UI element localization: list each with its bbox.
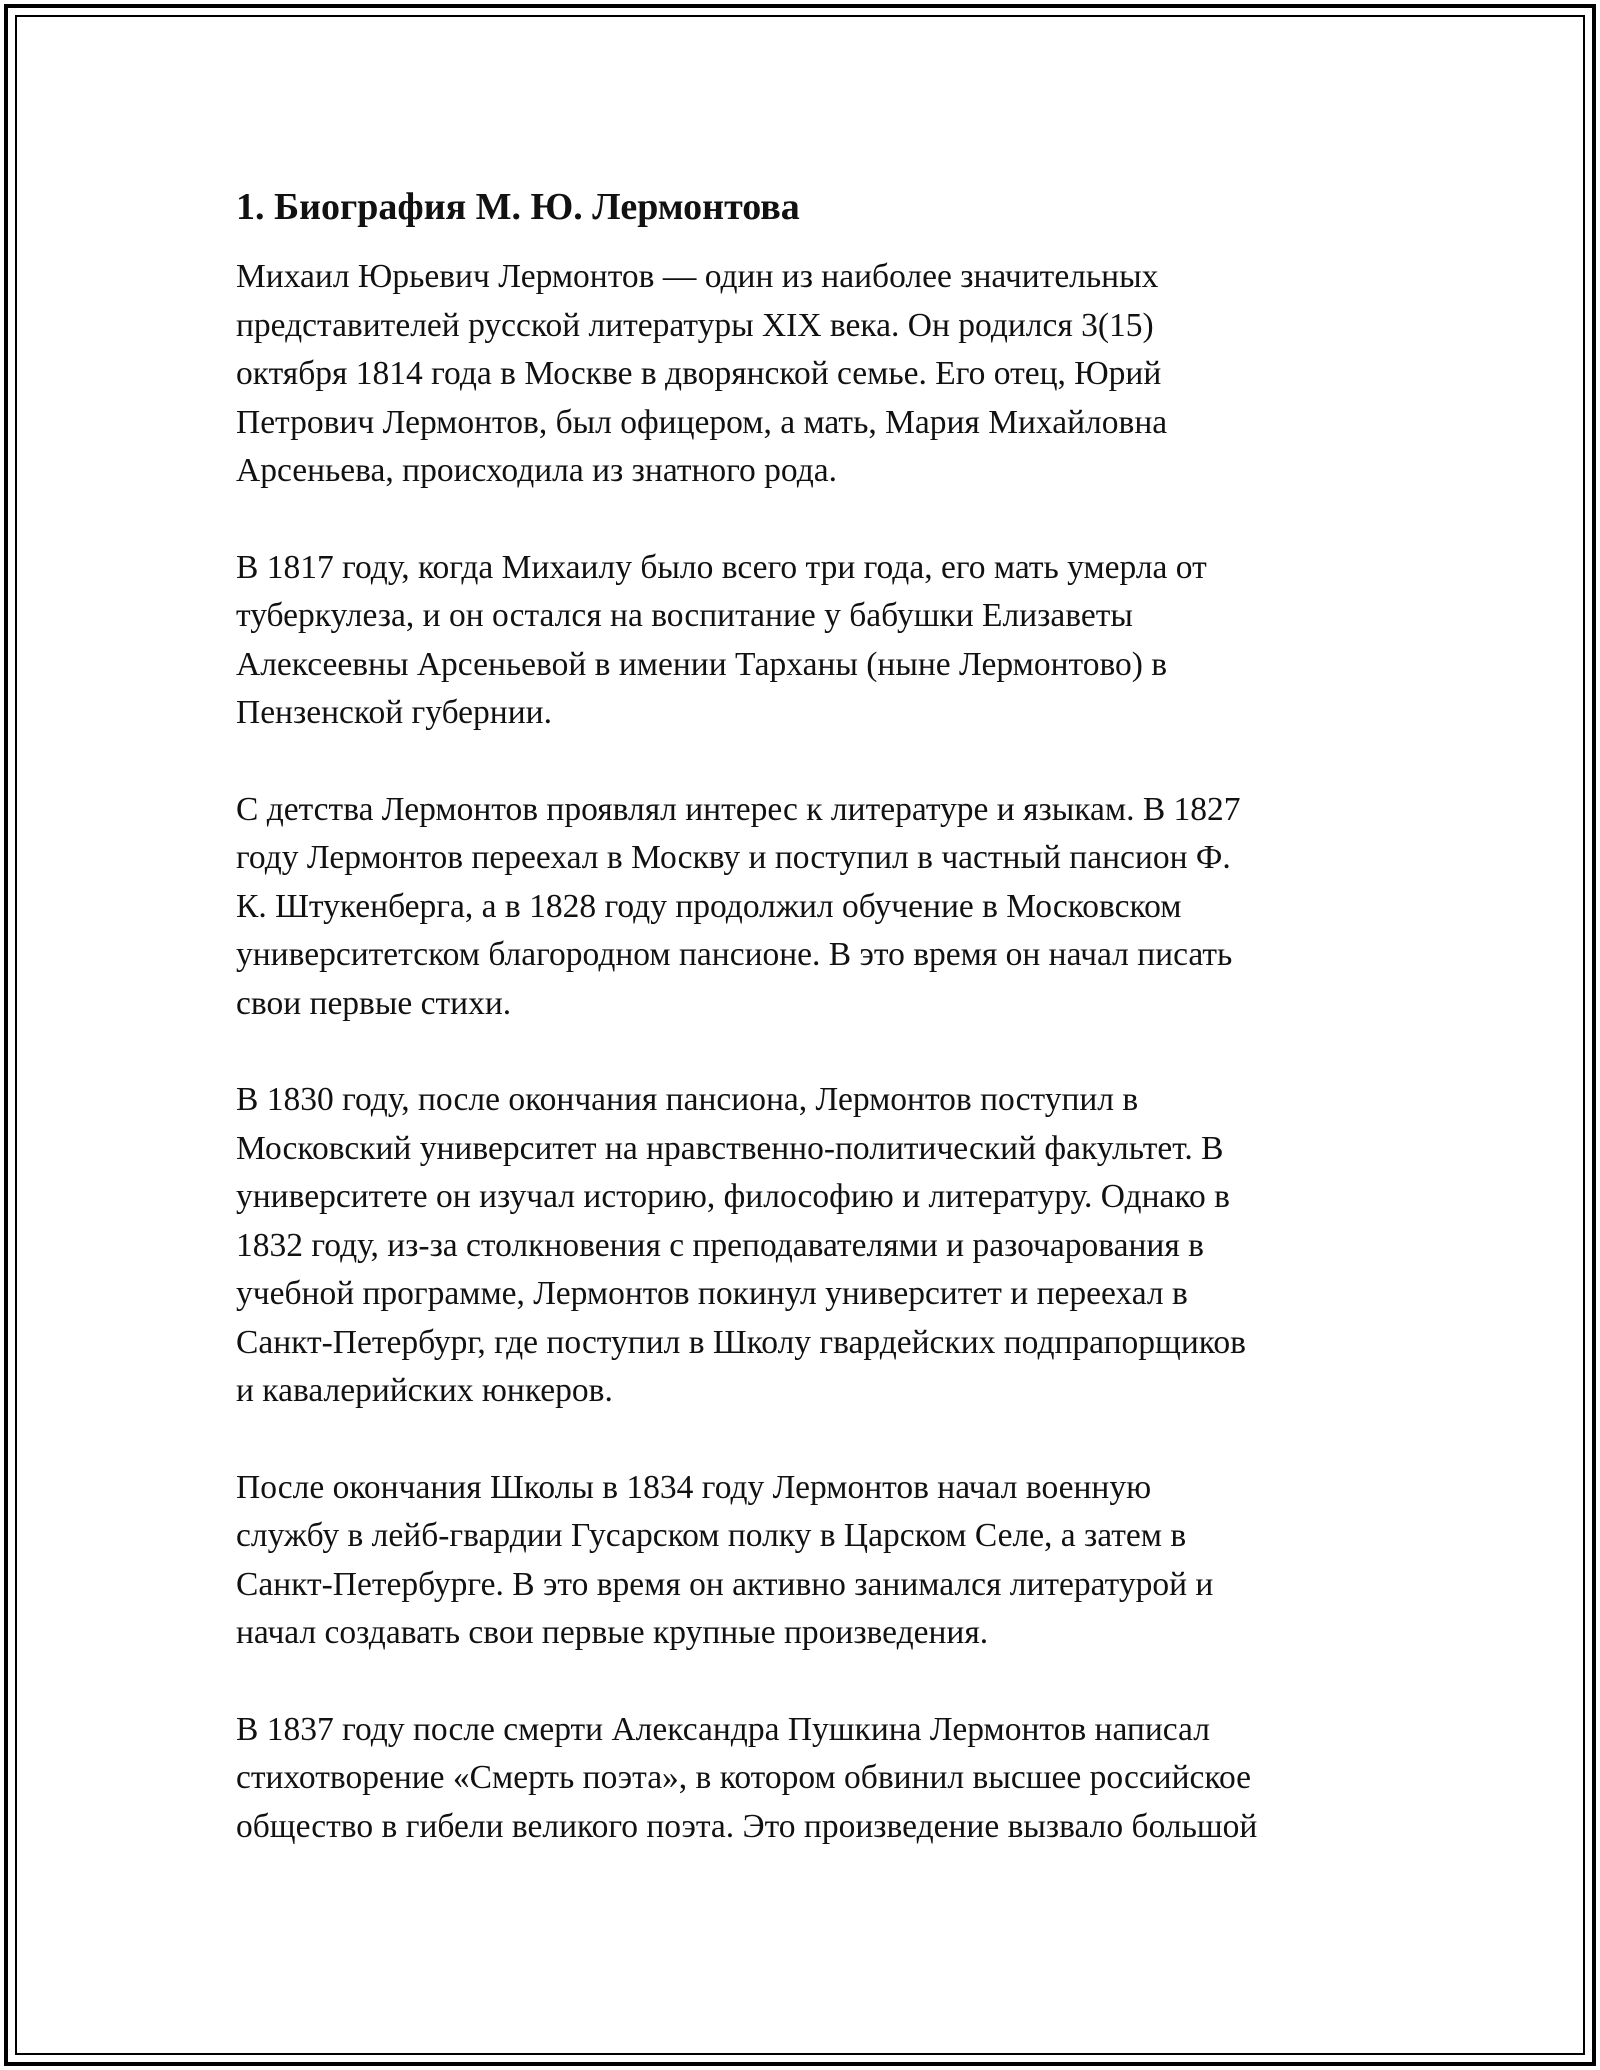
paragraph-2: В 1817 году, когда Михаилу было всего три года, его мать умерла от туберкулеза, и он остался на воспитание у бабушки Елизаветы Алексеевны Арсеньевой в имении Тарханы (ныне Лермонтово) в Пензенской губернии.: [236, 548, 1207, 731]
document-title: 1. Биография М. Ю. Лермонтова: [236, 186, 800, 228]
paragraph-4: В 1830 году, после окончания пансиона, Лермонтов поступил в Московский университет на нравственно-политический факультет. В университете он изучал историю, философию и литературу. Однако в 1832 году, из-за столкновения с преподавателями и разочарования в учебной программе, Лермонтов покинул университет и переехал в Санкт-Петербург, где поступил в Школу гвардейских подпрапорщиков и кавалерийских юнкеров.: [236, 1081, 1246, 1409]
paragraph-5: После окончания Школы в 1834 году Лермонтов начал военную службу в лейб-гвардии Гусарском полку в Царском Селе, а затем в Санкт-Петербурге. В это время он активно занимался литературой и начал создавать свои первые крупные произведения.: [236, 1468, 1214, 1651]
paragraph-3: С детства Лермонтов проявлял интерес к литературе и языкам. В 1827 году Лермонтов переехал в Москву и поступил в частный пансион Ф. К. Штукенберга, а в 1828 году продолжил обучение в Московском университетском благородном пансионе. В это время он начал писать свои первые стихи.: [236, 790, 1241, 1022]
paragraph-6: В 1837 году после смерти Александра Пушкина Лермонтов написал стихотворение «Смерть поэта», в котором обвинил высшее российское общество в гибели великого поэта. Это произведение вызвало большой: [236, 1710, 1258, 1845]
paragraph-1: Михаил Юрьевич Лермонтов — один из наиболее значительных представителей русской литературы XIX века. Он родился 3(15) октября 1814 года в Москве в дворянской семье. Его отец, Юрий Петрович Лермонтов, был офицером, а мать, Мария Михайловна Арсеньева, происходила из знатного рода.: [236, 258, 1168, 489]
document-body: [236, 183, 1366, 1899]
